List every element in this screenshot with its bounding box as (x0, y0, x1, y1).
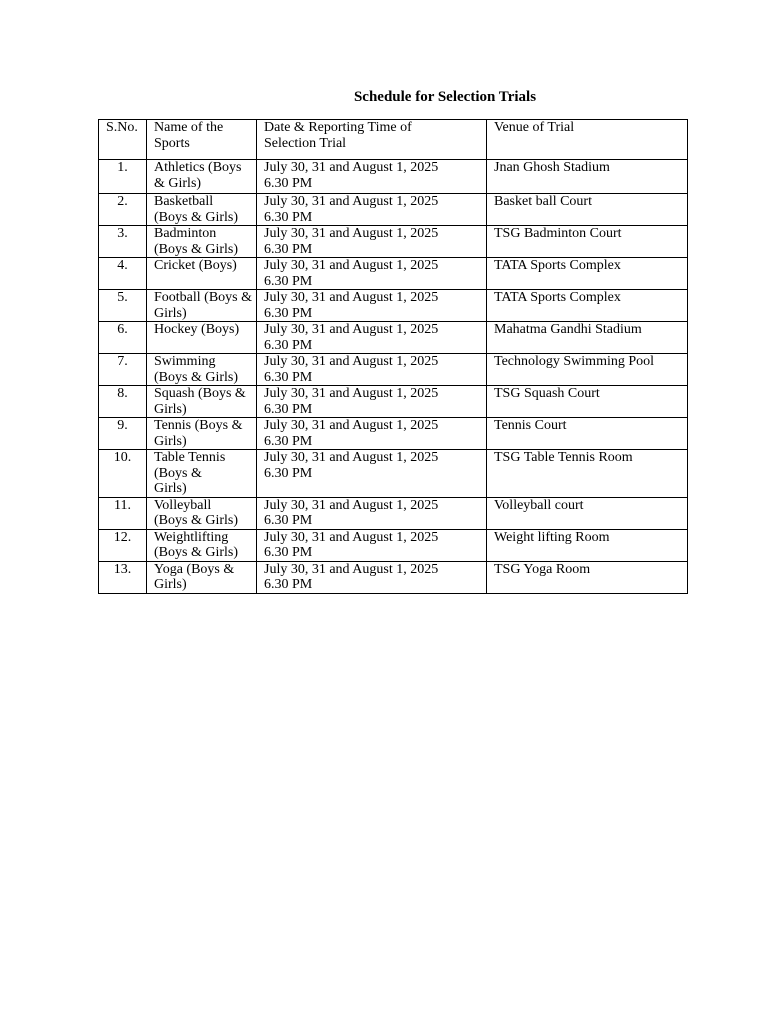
cell-date (257, 386, 487, 418)
cell-venue: TSG Squash Court (487, 386, 688, 418)
cell-date (257, 561, 487, 593)
cell-date (257, 497, 487, 529)
reporting-time: 6.30 PM (264, 577, 313, 592)
cell-sno: 4. (99, 258, 147, 290)
trial-date: July 30, 31 and August 1, 2025 (264, 258, 439, 273)
cell-sno: 6. (99, 322, 147, 354)
reporting-time: 6.30 PM (264, 401, 313, 417)
cell-sport (147, 386, 257, 418)
cell-venue: Tennis Court (487, 418, 688, 450)
header-date-line: Selection Trial (264, 135, 347, 151)
table-row (99, 322, 688, 354)
sport-name-line: Girls) (154, 577, 187, 592)
sport-name-line: Tennis (Boys & (154, 418, 243, 433)
reporting-time: 6.30 PM (264, 273, 313, 289)
trial-date: July 30, 31 and August 1, 2025 (264, 529, 439, 545)
table-row (99, 561, 688, 593)
sport-name-line: Swimming (154, 354, 216, 369)
table-row (99, 354, 688, 386)
cell-sno: 8. (99, 386, 147, 418)
table-header-row (99, 120, 688, 160)
cell-date (257, 290, 487, 322)
sport-name-line: (Boys & Girls) (154, 513, 238, 528)
trial-date: July 30, 31 and August 1, 2025 (264, 194, 439, 209)
cell-venue: TSG Yoga Room (487, 561, 688, 593)
cell-sport (147, 418, 257, 450)
reporting-time: 6.30 PM (264, 305, 313, 321)
cell-sport (147, 226, 257, 258)
table-row (99, 450, 688, 498)
cell-sport (147, 322, 257, 354)
reporting-time: 6.30 PM (264, 369, 313, 385)
sport-name-line: Girls) (154, 481, 187, 496)
cell-sno: 3. (99, 226, 147, 258)
table-row (99, 194, 688, 226)
cell-venue: TATA Sports Complex (487, 258, 688, 290)
cell-sno: 12. (99, 529, 147, 561)
sport-name-line: Badminton (154, 226, 217, 241)
reporting-time: 6.30 PM (264, 513, 313, 528)
table-row (99, 386, 688, 418)
sport-name-line: Football (Boys & (154, 290, 253, 305)
schedule-table (98, 119, 688, 594)
trial-date: July 30, 31 and August 1, 2025 (264, 561, 439, 577)
header-sno: S.No. (99, 120, 147, 160)
table-row (99, 290, 688, 322)
table-row (99, 160, 688, 194)
cell-sno: 5. (99, 290, 147, 322)
table-body (99, 160, 688, 594)
sport-name-line: (Boys & Girls) (154, 209, 238, 225)
trial-date: July 30, 31 and August 1, 2025 (264, 418, 439, 433)
sport-name-line: Girls) (154, 401, 187, 417)
reporting-time: 6.30 PM (264, 433, 313, 449)
sport-name-line: Athletics (Boys (154, 160, 242, 175)
sport-name-line: Basketball (154, 194, 214, 209)
sport-name-line: Squash (Boys & (154, 386, 246, 401)
cell-sno: 11. (99, 497, 147, 529)
cell-sport (147, 450, 257, 498)
cell-date (257, 418, 487, 450)
cell-sno: 13. (99, 561, 147, 593)
trial-date: July 30, 31 and August 1, 2025 (264, 226, 439, 241)
sport-name-line: Girls) (154, 305, 187, 321)
page-title: Schedule for Selection Trials (353, 89, 537, 105)
cell-date (257, 194, 487, 226)
cell-sport (147, 529, 257, 561)
table-row (99, 497, 688, 529)
sport-name-line: & Girls) (154, 175, 202, 191)
cell-date (257, 450, 487, 498)
trial-date: July 30, 31 and August 1, 2025 (264, 450, 439, 465)
sport-name-line: Weightlifting (154, 529, 229, 545)
sport-name-line: Yoga (Boys & (154, 561, 235, 577)
cell-date (257, 226, 487, 258)
reporting-time: 6.30 PM (264, 545, 313, 560)
reporting-time: 6.30 PM (264, 175, 313, 191)
cell-sport (147, 561, 257, 593)
cell-sno: 1. (99, 160, 147, 194)
table-row (99, 418, 688, 450)
sport-name-line: (Boys & Girls) (154, 545, 238, 560)
cell-date (257, 322, 487, 354)
cell-sno: 9. (99, 418, 147, 450)
cell-sport (147, 497, 257, 529)
cell-venue: Technology Swimming Pool (487, 354, 688, 386)
cell-venue: Basket ball Court (487, 194, 688, 226)
header-venue: Venue of Trial (487, 120, 688, 160)
sport-name-line: (Boys & Girls) (154, 241, 238, 257)
table-row (99, 226, 688, 258)
cell-sno: 10. (99, 450, 147, 498)
cell-date (257, 258, 487, 290)
cell-venue: TSG Table Tennis Room (487, 450, 688, 498)
table-row (99, 529, 688, 561)
cell-sport (147, 290, 257, 322)
header-sport (147, 120, 257, 160)
reporting-time: 6.30 PM (264, 209, 313, 225)
header-date-line: Date & Reporting Time of (264, 120, 412, 135)
cell-date (257, 529, 487, 561)
table-row (99, 258, 688, 290)
header-date (257, 120, 487, 160)
trial-date: July 30, 31 and August 1, 2025 (264, 354, 439, 369)
cell-venue: TATA Sports Complex (487, 290, 688, 322)
reporting-time: 6.30 PM (264, 465, 313, 481)
cell-sport (147, 354, 257, 386)
cell-venue: Mahatma Gandhi Stadium (487, 322, 688, 354)
cell-sno: 7. (99, 354, 147, 386)
trial-date: July 30, 31 and August 1, 2025 (264, 497, 439, 513)
cell-date (257, 160, 487, 194)
trial-date: July 30, 31 and August 1, 2025 (264, 386, 439, 401)
trial-date: July 30, 31 and August 1, 2025 (264, 290, 439, 305)
sport-name-line: (Boys & (154, 465, 202, 481)
reporting-time: 6.30 PM (264, 337, 313, 353)
sport-name-line: Hockey (Boys) (154, 322, 240, 337)
sport-name-line: Table Tennis (154, 450, 226, 465)
cell-date (257, 354, 487, 386)
cell-venue: Volleyball court (487, 497, 688, 529)
cell-sport (147, 160, 257, 194)
trial-date: July 30, 31 and August 1, 2025 (264, 322, 439, 337)
reporting-time: 6.30 PM (264, 241, 313, 257)
header-sport-line: Sports (154, 135, 190, 151)
sport-name-line: Cricket (Boys) (154, 258, 237, 273)
cell-sport (147, 258, 257, 290)
cell-venue: Jnan Ghosh Stadium (487, 160, 688, 194)
trial-date: July 30, 31 and August 1, 2025 (264, 160, 439, 175)
cell-venue: TSG Badminton Court (487, 226, 688, 258)
sport-name-line: (Boys & Girls) (154, 369, 238, 385)
cell-sno: 2. (99, 194, 147, 226)
header-sport-line: Name of the (154, 120, 224, 135)
cell-sport (147, 194, 257, 226)
sport-name-line: Girls) (154, 433, 187, 449)
sport-name-line: Volleyball (154, 497, 212, 513)
cell-venue: Weight lifting Room (487, 529, 688, 561)
